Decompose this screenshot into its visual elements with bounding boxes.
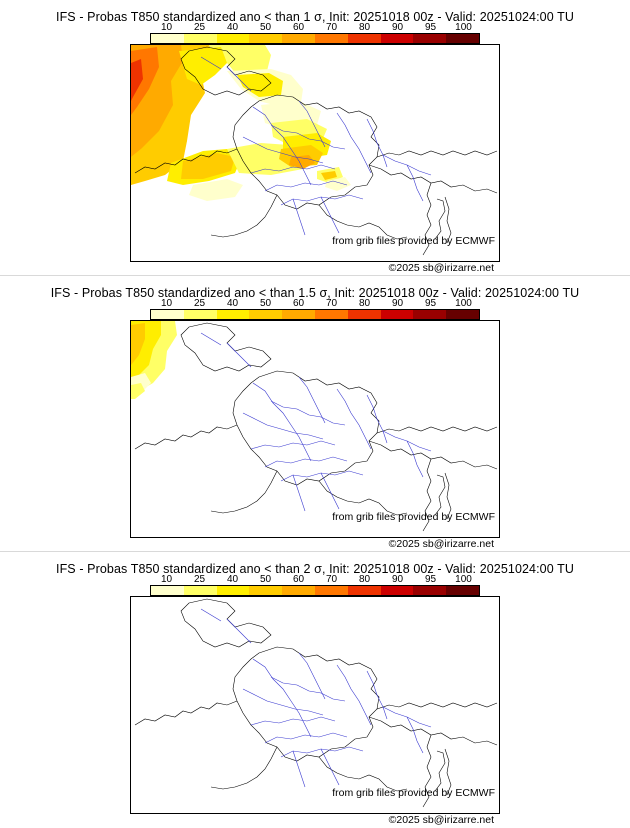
- colorbar: [150, 22, 480, 40]
- colorbar-tick: 90: [391, 574, 404, 585]
- colorbar-gradient: [150, 33, 480, 44]
- panel-credit-area: [130, 262, 500, 276]
- colorbar-tick: 60: [292, 298, 305, 309]
- colorbar-tick: 80: [358, 574, 371, 585]
- colorbar-tick: 40: [226, 574, 239, 585]
- colorbar-tick: 90: [391, 22, 404, 33]
- copyright-credit: ©2025 sb@irizarre.net: [388, 538, 494, 550]
- panel-credit-area: [130, 538, 500, 552]
- probability-shading: [131, 45, 351, 201]
- colorbar-tick: 60: [292, 574, 305, 585]
- colorbar-tick: 25: [193, 22, 206, 33]
- rivers-and-internal-borders: [201, 333, 431, 511]
- colorbar-tick: 80: [358, 22, 371, 33]
- panel-title: IFS - Probas T850 standardized ano < than 1.5 σ, Init: 20251018 00z - Valid: 20251024:00 TU: [50, 286, 580, 300]
- colorbar-ticks: [150, 298, 480, 309]
- colorbar-tick: 100: [455, 22, 472, 33]
- map-panel-2sigma: [0, 552, 630, 828]
- colorbar-ticks: [150, 574, 480, 585]
- colorbar-tick: 70: [325, 22, 338, 33]
- map-graphic: [131, 597, 499, 813]
- colorbar-gradient: [150, 309, 480, 320]
- colorbar-tick: 40: [226, 22, 239, 33]
- panel-credit-area: [130, 814, 500, 828]
- map-graphic: [131, 321, 499, 537]
- map-graphic: [131, 45, 499, 261]
- copyright-credit: ©2025 sb@irizarre.net: [388, 262, 494, 274]
- colorbar-tick: 50: [259, 574, 272, 585]
- colorbar-tick: 40: [226, 298, 239, 309]
- colorbar-tick: 50: [259, 298, 272, 309]
- panel-title: IFS - Probas T850 standardized ano < than 1 σ, Init: 20251018 00z - Valid: 20251024:00 TU: [56, 10, 574, 24]
- colorbar-tick: 100: [455, 298, 472, 309]
- map-panel-1sigma: [0, 0, 630, 276]
- rivers-and-internal-borders: [201, 609, 431, 787]
- colorbar-tick: 70: [325, 298, 338, 309]
- panel-title: IFS - Probas T850 standardized ano < than 2 σ, Init: 20251018 00z - Valid: 20251024:00 TU: [56, 562, 574, 576]
- colorbar-tick: 70: [325, 574, 338, 585]
- colorbar-tick: 25: [193, 298, 206, 309]
- colorbar-tick: 10: [160, 298, 173, 309]
- colorbar-tick: 10: [160, 574, 173, 585]
- grib-credit: from grib files provided by ECMWF: [332, 235, 495, 247]
- colorbar-tick: 90: [391, 298, 404, 309]
- map-canvas-2sigma: [130, 596, 500, 814]
- colorbar-tick: 95: [424, 22, 437, 33]
- grib-credit: from grib files provided by ECMWF: [332, 511, 495, 523]
- colorbar-tick: 50: [259, 22, 272, 33]
- colorbar: [150, 574, 480, 592]
- map-panel-1p5sigma: [0, 276, 630, 552]
- colorbar-tick: 60: [292, 22, 305, 33]
- colorbar-tick: 95: [424, 298, 437, 309]
- colorbar-tick: 80: [358, 298, 371, 309]
- probability-shading: [131, 321, 177, 399]
- colorbar-tick: 95: [424, 574, 437, 585]
- map-canvas-1p5sigma: [130, 320, 500, 538]
- coastlines: [135, 323, 497, 531]
- colorbar-tick: 10: [160, 22, 173, 33]
- coastlines: [135, 599, 497, 807]
- colorbar-gradient: [150, 585, 480, 596]
- colorbar-tick: 25: [193, 574, 206, 585]
- colorbar-ticks: [150, 22, 480, 33]
- colorbar: [150, 298, 480, 316]
- colorbar-tick: 100: [455, 574, 472, 585]
- copyright-credit: ©2025 sb@irizarre.net: [388, 814, 494, 826]
- grib-credit: from grib files provided by ECMWF: [332, 787, 495, 799]
- map-canvas-1sigma: [130, 44, 500, 262]
